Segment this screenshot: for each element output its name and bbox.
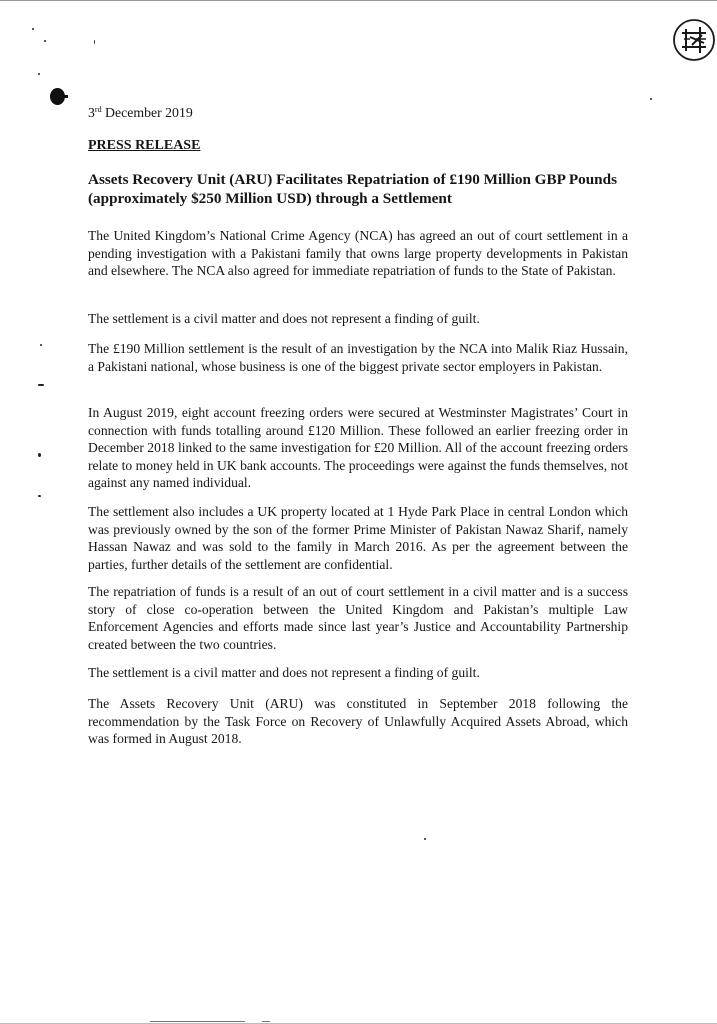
paragraph-freezing-orders: In August 2019, eight account freezing orders were secured at Westminster Magistrates’ Court in connection with funds totalling around £120 Million. These followed an earlier freezing order in December 2018 linked to the same investigation for £20 Million. All of the account freezing orders relate to money held in UK bank accounts. The proceedings were against the funds themselves, not against any named individual. (88, 405, 628, 490)
press-release-label: PRESS RELEASE (88, 138, 201, 153)
punch-hole-mark (62, 95, 68, 98)
paragraph-civil-matter-repeat: The settlement is a civil matter and does not represent a finding of guilt. (88, 665, 480, 680)
scan-speck (44, 40, 46, 42)
headline: Assets Recovery Unit (ARU) Facilitates Repatriation of £190 Million GBP Pounds (approximately $250 Million USD) through a Settlement (88, 171, 617, 207)
paragraph-nca-settlement: The United Kingdom’s National Crime Agency (NCA) has agreed an out of court settlement in a pending investigation with a Pakistani family that owns large property developments in Pakistan and elsewhere. The NCA also agreed for immediate repatriation of funds to the State of Pakistan. (88, 228, 628, 278)
scan-speck (38, 453, 41, 457)
scan-speck (40, 344, 42, 346)
release-date: 3rd December 2019 (88, 105, 193, 120)
paragraph-repatriation: The repatriation of funds is a result of an out of court settlement in a civil matter and is a success story of close co-operation between the United Kingdom and Pakistan’s multiple Law Enforcement Agencies and efforts made since last year’s Justice and Accountability Partnership created between the two countries. (88, 584, 628, 652)
paragraph-uk-property: The settlement also includes a UK property located at 1 Hyde Park Place in central London which was previously owned by the son of the former Prime Minister of Pakistan Nawaz Sharif, namely Hassan Nawaz and was sold to the family in March 2016. As per the agreement between the parties, further details of the settlement are confidential. (88, 504, 628, 572)
paragraph-investigation: The £190 Million settlement is the result of an investigation by the NCA into Malik Riaz Hussain, a Pakistani national, whose business is one of the biggest private sector employers in Pakistan. (88, 341, 628, 374)
scan-speck (424, 838, 426, 840)
scan-speck (650, 98, 652, 100)
page-top-edge (0, 0, 717, 1)
scan-speck (94, 40, 95, 44)
scan-artifact-line (262, 1021, 270, 1022)
paragraph-aru-constitution: The Assets Recovery Unit (ARU) was constituted in September 2018 following the recommendation by the Task Force on Recovery of Unlawfully Acquired Assets Abroad, which was formed in August 2018. (88, 696, 628, 746)
scan-artifact-line (150, 1021, 245, 1022)
scan-speck (38, 495, 41, 497)
paragraph-civil-matter: The settlement is a civil matter and does not represent a finding of guilt. (88, 311, 480, 326)
scan-speck (38, 384, 44, 386)
seal-stamp-icon (670, 17, 717, 63)
scan-speck (32, 28, 34, 30)
scan-speck (38, 73, 40, 75)
